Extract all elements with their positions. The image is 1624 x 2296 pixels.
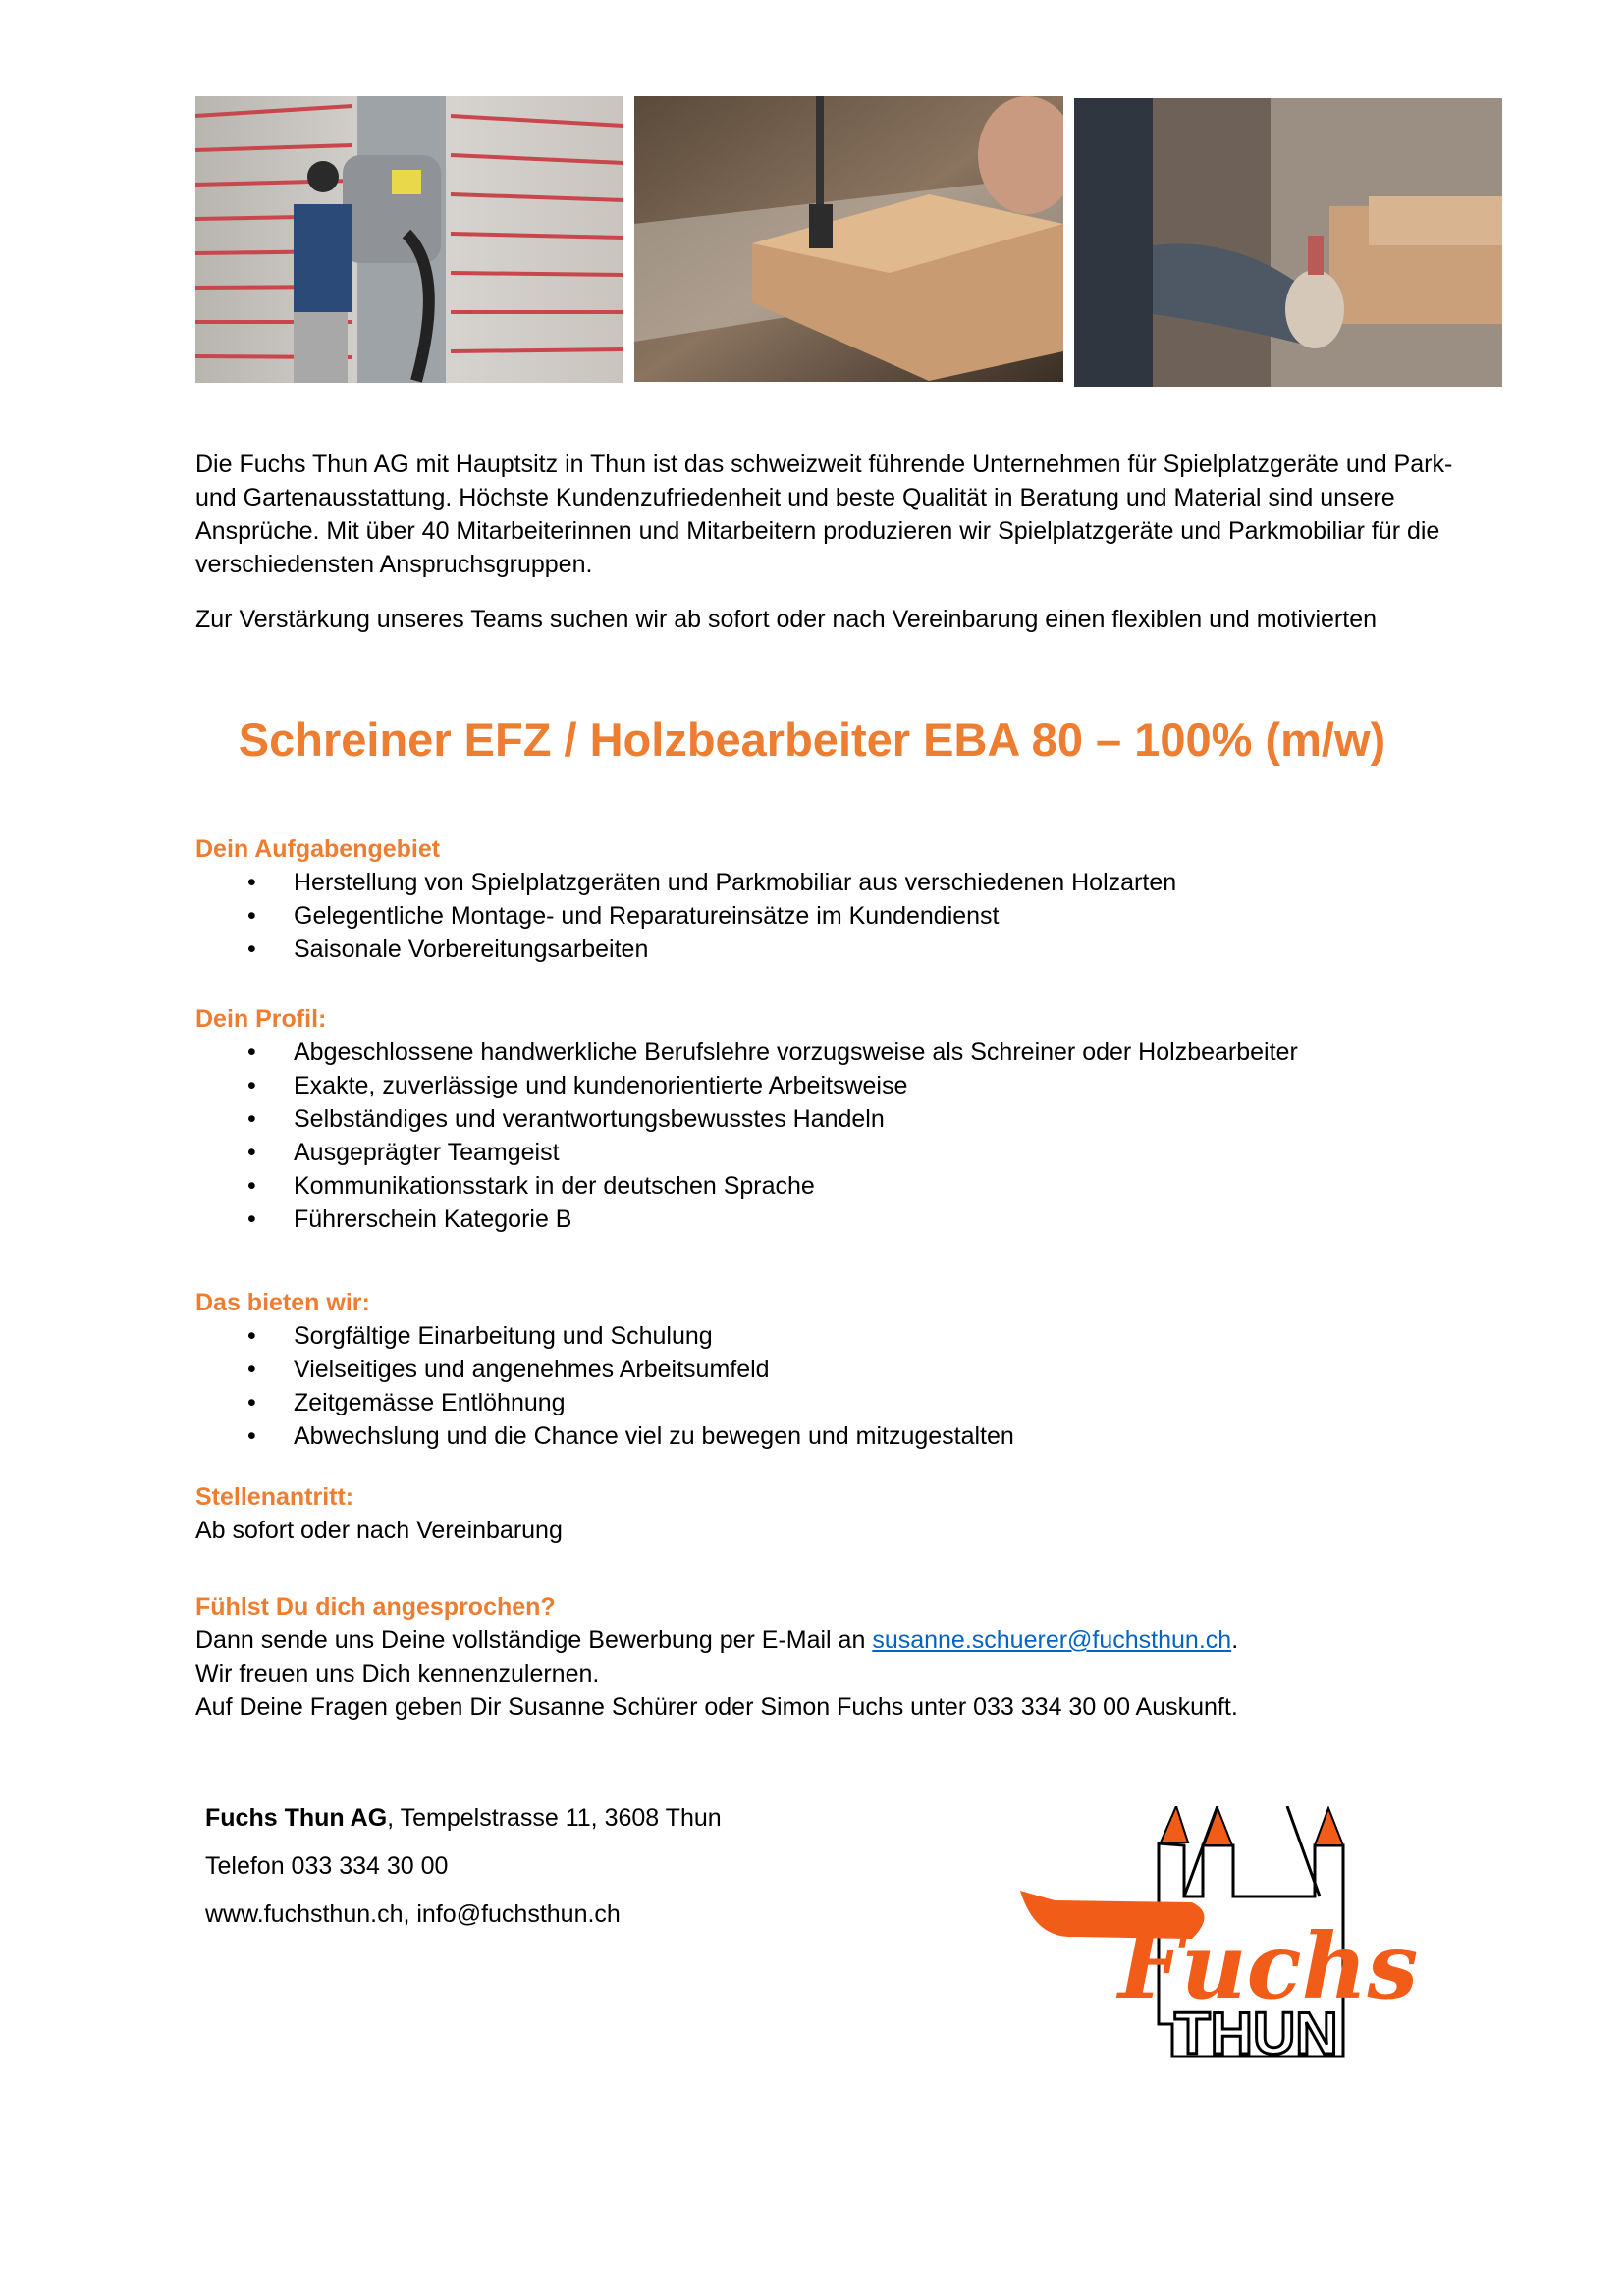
logo-word-thun: THUN xyxy=(1174,2001,1338,2066)
section-start xyxy=(195,1480,563,1547)
list-item: • Kommunikationsstark in der deutschen Sprache xyxy=(195,1169,1298,1202)
list-item: • Abgeschlossene handwerkliche Berufslehre vorzugsweise als Schreiner oder Holzbearbeiter xyxy=(195,1036,1298,1069)
list-item: • Herstellung von Spielplatzgeräten und Parkmobiliar aus verschiedenen Holzarten xyxy=(195,866,1176,899)
photo-sawing-machine xyxy=(195,96,623,383)
address: , Tempelstrasse 11, 3608 Thun xyxy=(387,1804,722,1832)
footer-web: www.fuchsthun.ch, info@fuchsthun.ch xyxy=(205,1900,621,1928)
section-apply xyxy=(195,1590,1238,1724)
apply-suffix: . xyxy=(1231,1627,1239,1654)
email-link[interactable]: susanne.schuerer@fuchsthun.ch xyxy=(872,1627,1232,1654)
section-heading: Fühlst Du dich angesprochen? xyxy=(195,1593,556,1621)
fuchs-thun-logo xyxy=(1015,1806,1457,2091)
photo-drilling-wood xyxy=(634,96,1063,382)
list-item: • Exakte, zuverlässige und kundenorientierte Arbeitsweise xyxy=(195,1069,1298,1102)
tower-roof-icon xyxy=(1204,1808,1232,1845)
list-item: • Ausgeprägter Teamgeist xyxy=(195,1136,1298,1169)
intro-paragraph: Die Fuchs Thun AG mit Hauptsitz in Thun ist das schweizweit führende Unternehmen für Spielplatzgeräte und Park- und Gartenausstattung. Höchste Kundenzufriedenheit und beste Qualität in Beratung und Material sind unsere Ansprüche. Mit über 40 Mitarbeiterinnen und Mitarbeitern produzieren wir Spielplatzgeräte und Parkmobiliar für die verschiedensten Anspruchsgruppen. xyxy=(195,451,1453,578)
apply-line-1 xyxy=(195,1624,1238,1657)
intro-paragraph-2: Zur Verstärkung unseres Teams suchen wir ab sofort oder nach Vereinbarung einen flexiblen und motivierten xyxy=(195,606,1378,633)
photo-sanding-wood xyxy=(1074,98,1502,387)
section-heading: Das bieten wir: xyxy=(195,1289,370,1316)
footer-address xyxy=(205,1804,722,1833)
tower-roof-icon xyxy=(1315,1808,1343,1845)
section-tasks xyxy=(195,832,1176,966)
list-item: • Selbständiges und verantwortungsbewusstes Handeln xyxy=(195,1102,1298,1136)
section-offer xyxy=(195,1286,1014,1453)
list-item: • Gelegentliche Montage- und Reparatureinsätze im Kundendienst xyxy=(195,899,1176,933)
section-heading: Dein Aufgabengebiet xyxy=(195,835,441,863)
apply-line-3: Auf Deine Fragen geben Dir Susanne Schürer oder Simon Fuchs unter 033 334 30 00 Auskunft. xyxy=(195,1693,1238,1721)
list-item: • Abwechslung und die Chance viel zu bewegen und mitzugestalten xyxy=(195,1419,1014,1453)
company-name: Fuchs Thun AG xyxy=(205,1804,388,1832)
logo-word-fuchs: Fuchs xyxy=(1118,1913,1419,2019)
list-item: • Führerschein Kategorie B xyxy=(195,1202,1298,1236)
section-heading: Dein Profil: xyxy=(195,1005,327,1033)
list-item: • Sorgfältige Einarbeitung und Schulung xyxy=(195,1319,1014,1353)
list-item: • Zeitgemässe Entlöhnung xyxy=(195,1386,1014,1419)
section-heading: Stellenantritt: xyxy=(195,1483,354,1511)
footer-phone: Telefon 033 334 30 00 xyxy=(205,1852,449,1880)
apply-text: Dann sende uns Deine vollständige Bewerbung per E-Mail an xyxy=(195,1627,873,1654)
list-item: • Saisonale Vorbereitungsarbeiten xyxy=(195,933,1176,966)
job-title: Schreiner EFZ / Holzbearbeiter EBA 80 – 100% (m/w) xyxy=(238,714,1386,766)
tower-roof-icon xyxy=(1161,1806,1188,1842)
start-text: Ab sofort oder nach Vereinbarung xyxy=(195,1517,563,1544)
list-item: • Vielseitiges und angenehmes Arbeitsumfeld xyxy=(195,1353,1014,1386)
apply-line-2: Wir freuen uns Dich kennenzulernen. xyxy=(195,1660,600,1687)
section-profile xyxy=(195,1002,1298,1236)
